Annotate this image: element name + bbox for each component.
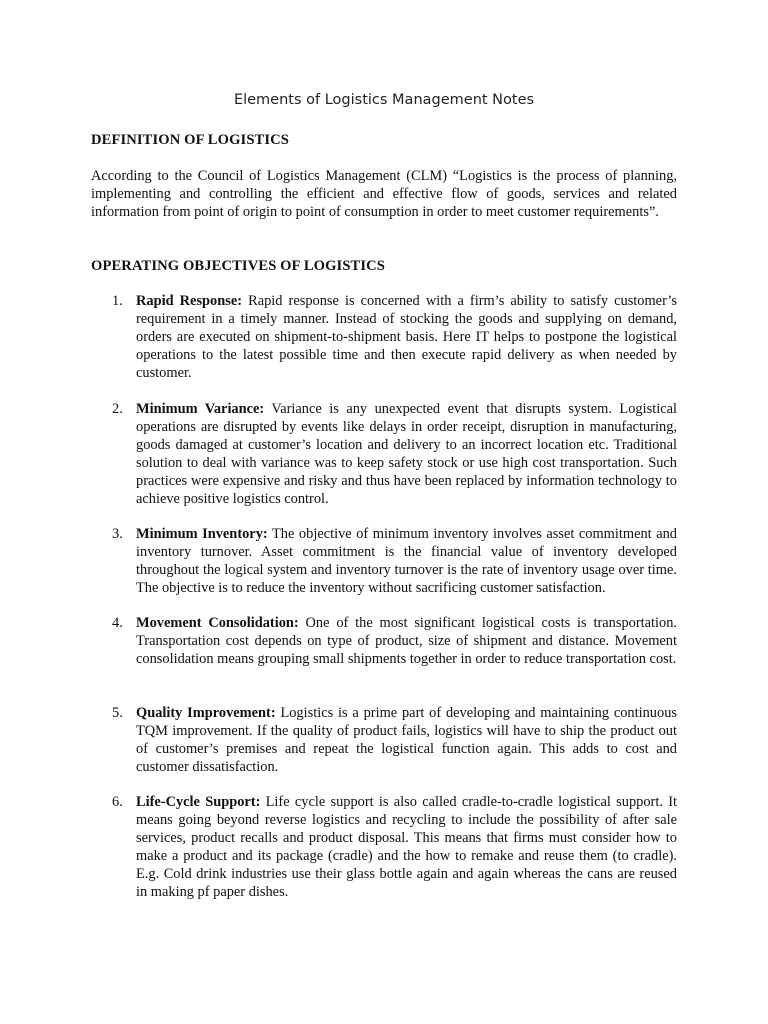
list-item-term: Minimum Variance:	[136, 401, 265, 417]
list-item-number: 6.	[112, 794, 123, 810]
list-item-body	[136, 526, 677, 598]
list-item	[91, 705, 677, 777]
list-item-body	[136, 401, 677, 508]
list-item-body	[136, 794, 677, 901]
list-item-number: 2.	[112, 401, 123, 417]
list-item-text: Variance is any unexpected event that disrupts system. Logistical operations are disrupted by events like delays in order receipt, disruption in manufacturing, goods damaged at customer’s location and delivery to an incorrect location etc. Traditional solution to deal with variance was to keep safety stock or use high cost transportation. Such practices were expensive and risky and thus have been replaced by information technology to achieve positive logistics control.	[136, 401, 677, 507]
list-item	[91, 615, 677, 669]
list-item-term: Minimum Inventory:	[136, 526, 268, 542]
list-item	[91, 401, 677, 508]
list-item-body	[136, 705, 677, 777]
document-title: Elements of Logistics Management Notes	[233, 92, 535, 108]
list-item-text: Rapid response is concerned with a firm’s ability to satisfy customer’s requirement in a timely manner. Instead of stocking the goods and supplying on demand, orders are executed on shipment-to-shipment basis. Here IT helps to postpone the logistical operations to the latest possible time and then execute rapid delivery as when needed by customer.	[136, 293, 677, 381]
list-item-number: 4.	[112, 615, 123, 631]
list-item-body	[136, 615, 677, 669]
list-item	[91, 293, 677, 383]
list-item-text: Life cycle support is also called cradle-to-cradle logistical support. It means going beyond reverse logistics and recycling to include the possibility of after sale services, product recalls and product disposal. This means that firms must consider how to make a product and its package (cradle) and the how to remake and reuse them (to cradle). E.g. Cold drink industries use their glass bottle again and again whereas the cans are reused in making pf paper dishes.	[136, 794, 677, 900]
section-heading-objectives: OPERATING OBJECTIVES OF LOGISTICS	[91, 258, 386, 274]
list-item-number: 1.	[112, 293, 123, 309]
list-item-text: One of the most significant logistical costs is transportation. Transportation cost depends on type of product, size of shipment and distance. Movement consolidation means grouping small shipments together in order to reduce transportation cost.	[136, 615, 677, 667]
section-heading-definition: DEFINITION OF LOGISTICS	[91, 132, 290, 148]
list-item-term: Rapid Response:	[136, 293, 243, 309]
list-item-text: The objective of minimum inventory involves asset commitment and inventory turnover. Asset commitment is the financial value of inventory developed throughout the logical system and inventory turnover is the rate of inventory usage over time. The objective is to reduce the inventory without sacrificing customer satisfaction.	[136, 526, 677, 596]
list-item-term: Life-Cycle Support:	[136, 794, 261, 810]
list-item-number: 3.	[112, 526, 123, 542]
list-item-text: Logistics is a prime part of developing and maintaining continuous TQM improvement. If the quality of product fails, logistics will have to ship the product out of customer’s premises and repeat the logistical function again. This adds to cost and customer dissatisfaction.	[136, 705, 677, 775]
list-item-term: Quality Improvement:	[136, 705, 276, 721]
list-item-term: Movement Consolidation:	[136, 615, 299, 631]
definition-paragraph: According to the Council of Logistics Management (CLM) “Logistics is the process of planning, implementing and controlling the efficient and effective flow of goods, services and related information from point of origin to point of consumption in order to meet customer requirements”.	[91, 168, 677, 220]
list-item-body	[136, 293, 677, 383]
list-item-number: 5.	[112, 705, 123, 721]
list-item	[91, 526, 677, 598]
list-item	[91, 794, 677, 901]
